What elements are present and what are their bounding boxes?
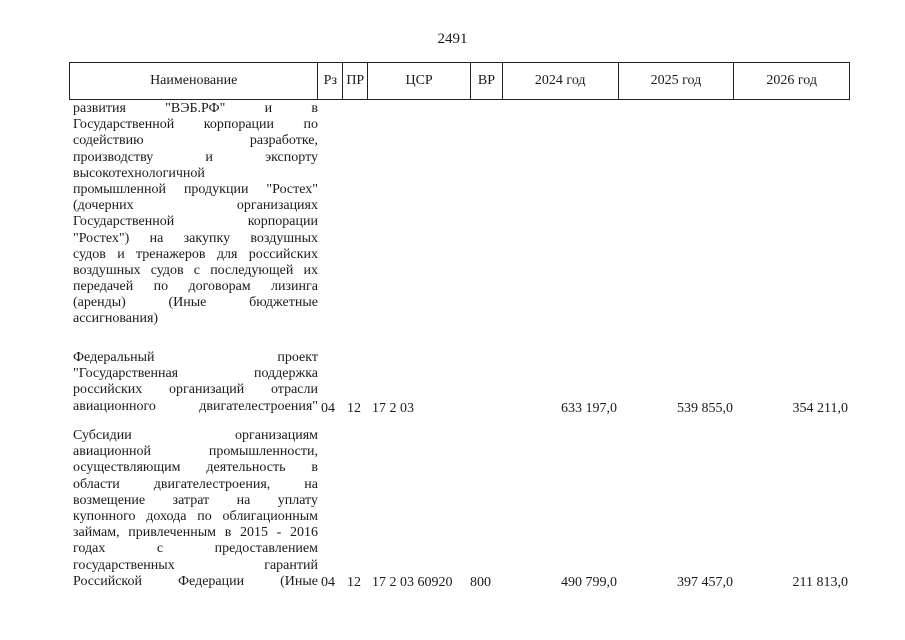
row-name bbox=[73, 350, 318, 415]
header-pr: ПР bbox=[343, 63, 368, 99]
row-name-line: содействию разработке, bbox=[73, 133, 318, 149]
table-header bbox=[69, 62, 850, 100]
row-name-line: возмещение затрат на уплату bbox=[73, 492, 318, 508]
row-csr: 17 2 03 60920 bbox=[372, 575, 453, 590]
row-name-line: "Ростех") на закупку воздушных bbox=[73, 230, 318, 246]
row-name-line: (дочерних организациях bbox=[73, 198, 318, 214]
row-vr: 800 bbox=[470, 575, 491, 590]
row-name-line: осуществляющим деятельность в bbox=[73, 460, 318, 476]
row-name-line: Российской Федерации (Иные bbox=[73, 573, 318, 589]
header-name: Наименование bbox=[70, 63, 318, 99]
row-2025: 397 457,0 bbox=[677, 575, 733, 590]
row-name-line: передачей по договорам лизинга bbox=[73, 279, 318, 295]
header-2024: 2024 год bbox=[503, 63, 619, 99]
row-name-line: купонного дохода по облигационным bbox=[73, 508, 318, 524]
row-2024: 490 799,0 bbox=[561, 575, 617, 590]
row-pr: 12 bbox=[347, 401, 361, 416]
row-name-line: годах с предоставлением bbox=[73, 541, 318, 557]
row-rz: 04 bbox=[321, 401, 335, 416]
row-name-line: (аренды) (Иные бюджетные bbox=[73, 295, 318, 311]
row-rz: 04 bbox=[321, 575, 335, 590]
row-name-line: авиационной промышленности, bbox=[73, 444, 318, 460]
row-name-line: Федеральный проект bbox=[73, 350, 318, 365]
header-vr: ВР bbox=[471, 63, 503, 99]
row-name-line: развития "ВЭБ.РФ" и в bbox=[73, 101, 318, 116]
row-name-line: области двигателестроения, на bbox=[73, 476, 318, 492]
row-2024: 633 197,0 bbox=[561, 401, 617, 416]
row-name bbox=[73, 428, 318, 590]
row-pr: 12 bbox=[347, 575, 361, 590]
header-rz: Рз bbox=[318, 63, 343, 99]
row-name bbox=[73, 101, 318, 328]
row-2025: 539 855,0 bbox=[677, 401, 733, 416]
row-name-line: российских организаций отрасли bbox=[73, 382, 318, 398]
row-name-line: Государственной корпорации по bbox=[73, 117, 318, 133]
header-csr: ЦСР bbox=[368, 63, 471, 99]
row-2026: 211 813,0 bbox=[792, 575, 848, 590]
row-name-line: промышленной продукции "Ростех" bbox=[73, 181, 318, 197]
row-name-line: воздушных судов с последующей их bbox=[73, 262, 318, 278]
row-name-line: производству и экспорту bbox=[73, 149, 318, 165]
row-csr: 17 2 03 bbox=[372, 401, 414, 416]
row-name-line: "Государственная поддержка bbox=[73, 366, 318, 382]
row-2026: 354 211,0 bbox=[792, 401, 848, 416]
row-name-line: Государственной корпорации bbox=[73, 214, 318, 230]
row-name-line: займам, привлеченным в 2015 - 2016 bbox=[73, 525, 318, 541]
row-name-line: государственных гарантий bbox=[73, 557, 318, 573]
header-2026: 2026 год bbox=[766, 73, 817, 88]
row-name-line: Субсидии организациям bbox=[73, 428, 318, 443]
page-number: 2491 bbox=[437, 31, 468, 47]
header-2025: 2025 год bbox=[619, 63, 735, 99]
row-name-line: авиационного двигателестроения" bbox=[73, 398, 318, 414]
row-name-line: высокотехнологичной bbox=[73, 165, 205, 181]
row-name-line: судов и тренажеров для российских bbox=[73, 246, 318, 262]
row-name-line: ассигнования) bbox=[73, 311, 159, 327]
